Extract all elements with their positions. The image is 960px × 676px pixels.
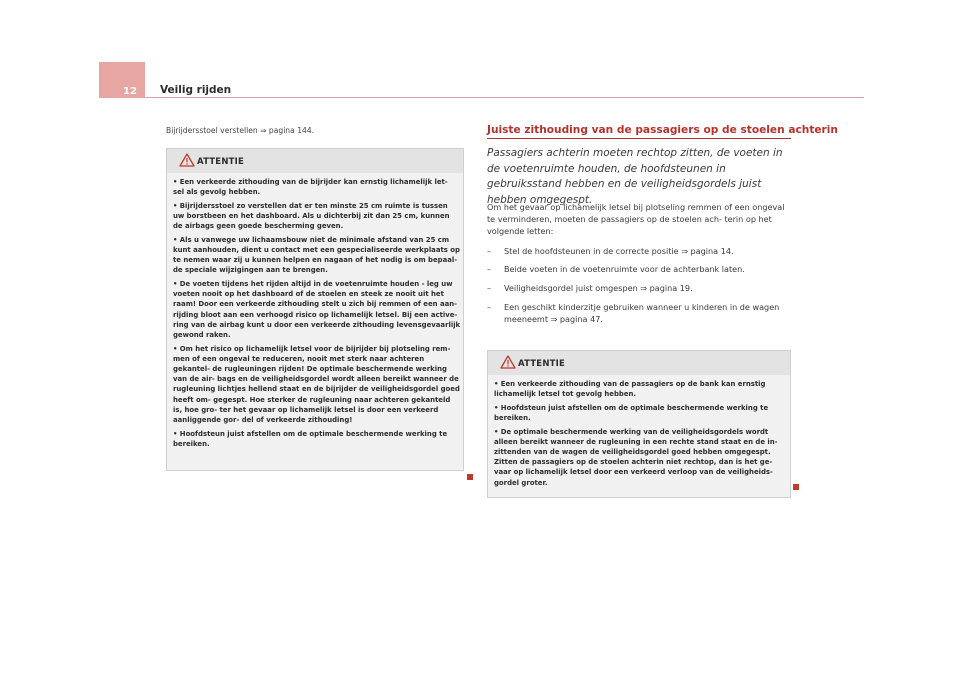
header-rule xyxy=(145,97,864,98)
page-number-tab xyxy=(99,62,145,98)
list-item-text: Beide voeten in de voetenruimte voor de achterbank laten. xyxy=(504,264,745,275)
warning-title: ATTENTIE xyxy=(197,157,244,167)
body-text xyxy=(487,201,792,332)
list-item-text: Veiligheidsgordel juist omgespen ⇒ pagina 19. xyxy=(504,283,693,294)
warning-box-right xyxy=(487,350,791,498)
warning-item: • Als u vanwege uw lichaamsbouw niet de minimale afstand van 25 cm kunt aanhouden, dient u contact met een gespecialiseerde werkplaats op te nemen waar zij u kunnen helpen en nagaan of het nodig is om bepaal- de speciale wijzigingen aan te brengen. xyxy=(173,235,460,275)
lead-paragraph: Passagiers achterin moeten rechtop zitten, de voeten in de voetenruimte houden, de hoofdsteunen in gebruiksstand hebben en de veiligheidsgordels juist hebben omgegespt. xyxy=(487,147,783,206)
warning-title: ATTENTIE xyxy=(518,359,565,369)
warning-header xyxy=(488,351,790,375)
warning-item: • De optimale beschermende werking van de veiligheidsgordels wordt alleen bereikt wanneer de rugleuning in een rechte stand staat en de in- zittenden van de wagen de veiligheidsgordel goed hebben omgegespt. Zitten de passagiers op de stoelen achterin niet rechtop, dan is het ge- vaar op lichamelijk letsel door een verkeerd verloop van de veiligheids- gordel groter. xyxy=(494,427,778,487)
warning-item: • Bijrijdersstoel zo verstellen dat er ten minste 25 cm ruimte is tussen uw borstbeen en het dashboard. Als u dichterbij zit dan 25 cm, kunnen de airbags geen goede bescherming geven. xyxy=(173,201,450,231)
dash-marker: – xyxy=(487,245,492,256)
section-title: Juiste zithouding van de passagiers op de stoelen achterin xyxy=(487,124,838,136)
list-item xyxy=(487,301,792,325)
cross-reference-text: Bijrijdersstoel verstellen ⇒ pagina 144. xyxy=(166,126,315,135)
warning-item: • Hoofdsteun juist afstellen om de optimale beschermende werking te bereiken. xyxy=(494,403,769,422)
list-item xyxy=(487,282,792,294)
dash-marker: – xyxy=(487,302,492,312)
dash-marker: – xyxy=(487,283,492,294)
list-item xyxy=(487,263,792,275)
warning-item: • De voeten tijdens het rijden altijd in de voetenruimte houden - leg uw voeten nooit op het dashboard of de stoelen en steek ze nooit uit het raam! Door een verkeerde zithouding stelt u zich bij remmen of een aan- rijding bloot aan een verhoogd risico op lichamelijk letsel. Bij een active- ring van de airbag kunt u door een verkeerde zithouding levensgevaarlijk gewond raken. xyxy=(173,280,461,340)
chapter-title: Veilig rijden xyxy=(160,84,232,96)
warning-item: • Hoofdsteun juist afstellen om de optimale beschermende werking te bereiken. xyxy=(173,429,448,448)
warning-triangle-icon xyxy=(500,355,516,369)
dash-marker: – xyxy=(487,264,492,275)
warning-item: • Om het risico op lichamelijk letsel voor de bijrijder bij plotseling rem- men of een ongeval te reduceren, nooit met sterk naar achteren gekantel- de rugleuningen rijden! De optimale beschermende werking van de air- bags en de veiligheidsgordel wordt alleen bereikt wanneer de rugleuning lichtjes hellend staat en de bijrijder de veiligheidsgordel goed heeft om- gegespt. Hoe sterker de rugleuning naar achteren gekanteld is, hoe gro- ter het gevaar op lichamelijk letsel is door een verkeerd aanliggende gor- del of verkeerde zithouding! xyxy=(173,344,460,425)
list-item-text: Een geschikt kinderzitje gebruiken wanneer u kinderen in de wagen meeneemt ⇒ pagina 47. xyxy=(504,302,780,325)
body-paragraph: Om het gevaar op lichamelijk letsel bij plotseling remmen of een ongeval te verminderen, moeten de passagiers op de stoelen ach- terin op het volgende letten: xyxy=(487,202,785,237)
section-end-marker xyxy=(467,474,473,480)
warning-text xyxy=(173,177,461,452)
warning-text xyxy=(494,379,786,491)
warning-item: • Een verkeerde zithouding van de passagiers op de bank kan ernstig lichamelijk letsel tot gevolg hebben. xyxy=(494,380,766,399)
section-title-rule xyxy=(487,138,791,139)
warning-header xyxy=(167,149,463,173)
list-item-text: Stel de hoofdsteunen in de correcte positie ⇒ pagina 14. xyxy=(504,245,734,256)
list-item xyxy=(487,245,792,257)
warning-box-left xyxy=(166,148,464,471)
warning-triangle-icon xyxy=(179,153,195,167)
page-number: 12 xyxy=(123,86,137,97)
warning-item: • Een verkeerde zithouding van de bijrijder kan ernstig lichamelijk let- sel als gevolg hebben. xyxy=(173,178,448,197)
section-end-marker xyxy=(793,484,799,490)
